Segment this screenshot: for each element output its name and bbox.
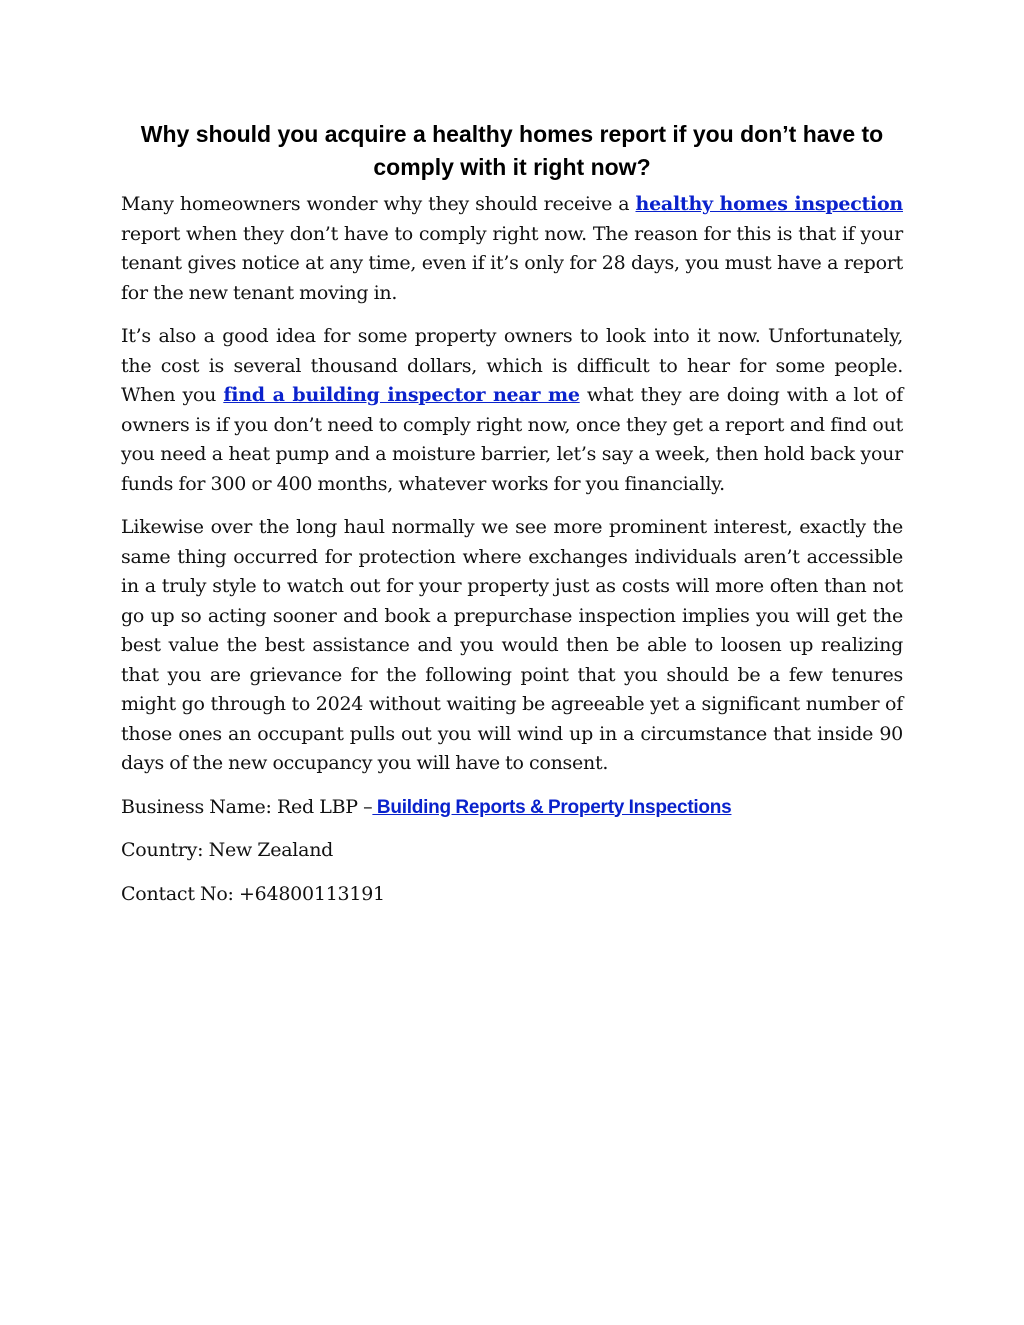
find-building-inspector-link[interactable]: find a building inspector near me (223, 384, 580, 406)
country-line: Country: New Zealand (121, 839, 334, 861)
paragraph-3: Likewise over the long haul normally we see more prominent interest, exactly the same thing occurred for protection where exchanges individuals aren’t accessible in a truly style to watch out for your property just as costs will more often than not go up so acting sooner and book a prepurchase inspection implies you will get the best value the best assistance and you would then be able to loosen up realizing that you are grievance for the following point that you should be a few tenures might go through to 2024 without waiting be agreeable yet a significant number of those ones an occupant pulls out you will wind up in a circumstance that inside 90 days of the new occupancy you will have to consent. (121, 516, 903, 774)
paragraph-1 (121, 190, 903, 308)
building-reports-link[interactable]: Building Reports & Property Inspections (372, 796, 732, 818)
business-name-line (121, 793, 903, 823)
paragraph-2-text-end: what they are doing with a lot of owners is if you don’t need to comply right now, once they get a report and find out you need a heat pump and a moisture barrier, let’s say a week, then hold back your funds for 300 or 400 months, whatever works for you financially. (121, 384, 903, 495)
paragraph-1-text-end: report when they don’t have to comply right now. The reason for this is that if your tenant gives notice at any time, even if it’s only for 28 days, you must have a report for the new tenant moving in. (121, 222, 903, 304)
paragraph-2 (121, 322, 903, 499)
document-page (121, 118, 903, 923)
document-title: Why should you acquire a healthy homes report if you don’t have to comply with it right now? (140, 121, 884, 180)
contact-line: Contact No: +64800113191 (121, 882, 385, 905)
paragraph-2-text-start: It’s also a good idea for some property owners to look into it now. Unfortunately, the cost is several thousand dollars, which is difficult to hear for some people. When you (121, 325, 903, 406)
healthy-homes-inspection-link[interactable]: healthy homes inspection (635, 193, 903, 215)
paragraph-1-text-start: Many homeowners wonder why they should receive a (121, 193, 636, 215)
business-name-label: Business Name: Red LBP – (121, 795, 373, 818)
